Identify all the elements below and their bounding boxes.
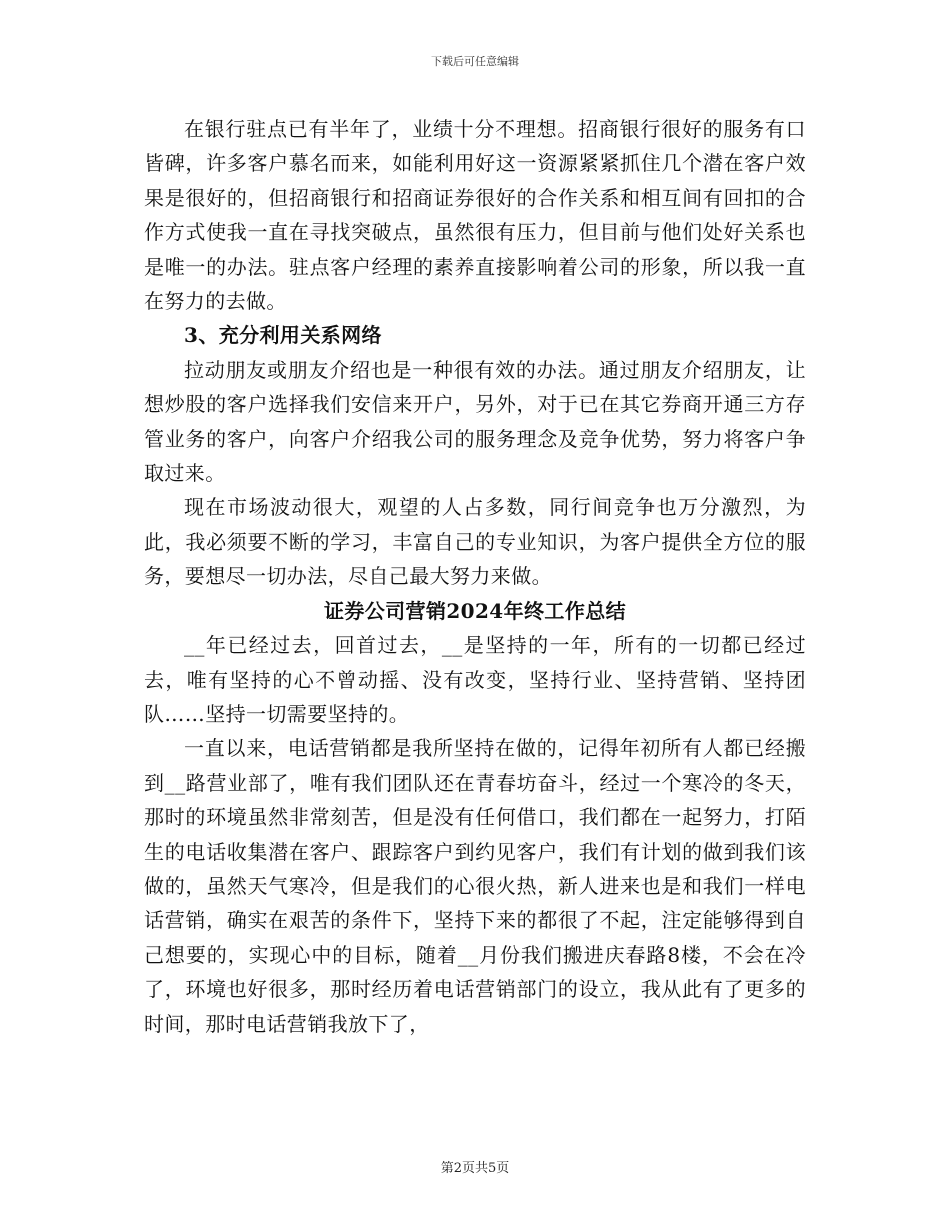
paragraph-2: 拉动朋友或朋友介绍也是一种很有效的办法。通过朋友介绍朋友，让想炒股的客户选择我们安信来开户，另外，对于已在其它券商开通三方存管业务的客户，向客户介绍我公司的服务理念及竞争优势，努力将客户争取过来。 [144,357,806,486]
document-title: 证券公司营销2024年终工作总结 [323,598,627,623]
page-header: 下载后可任意编辑 [431,55,519,68]
paragraph-3: 现在市场波动很大，观望的人占多数，同行间竞争也万分激烈，为此，我必须要不断的学习，丰富自己的专业知识，为客户提供全方位的服务，要想尽一切办法，尽自己最大努力来做。 [144,495,806,589]
section-heading-3: 3、充分利用关系网络 [184,323,382,348]
page-footer: 第2页共5页 [440,1161,510,1176]
paragraph-5: 一直以来，电话营销都是我所坚持在做的，记得年初所有人都已经搬到__路营业部了，唯有我们团队还在青春坊奋斗，经过一个寒冷的冬天，那时的环境虽然非常刻苦，但是没有任何借口，我们都在一起努力，打陌生的电话收集潜在客户、跟踪客户到约见客户，我们有计划的做到我们该做的，虽然天气寒冷，但是我们的心很火热，新人进来也是和我们一样电话营销，确实在艰苦的条件下，坚持下来的都很了不起，注定能够得到自己想要的，实现心中的目标，随着__月份我们搬进庆春路8楼，不会在冷了，环境也好很多，那时经历着电话营销部门的设立，我从此有了更多的时间，那时电话营销我放下了， [144,736,806,1036]
paragraph-1: 在银行驻点已有半年了，业绩十分不理想。招商银行很好的服务有口皆碑，许多客户慕名而来，如能利用好这一资源紧紧抓住几个潜在客户效果是很好的，但招商银行和招商证券很好的合作关系和相互间有回扣的合作方式使我一直在寻找突破点，虽然很有压力，但目前与他们处好关系也是唯一的办法。驻点客户经理的素养直接影响着公司的形象，所以我一直在努力的去做。 [144,117,806,314]
paragraph-4: __年已经过去，回首过去，__是坚持的一年，所有的一切都已经过去，唯有坚持的心不曾动摇、没有改变，坚持行业、坚持营销、坚持团队……坚持一切需要坚持的。 [144,633,806,726]
document-body [144,112,806,1041]
